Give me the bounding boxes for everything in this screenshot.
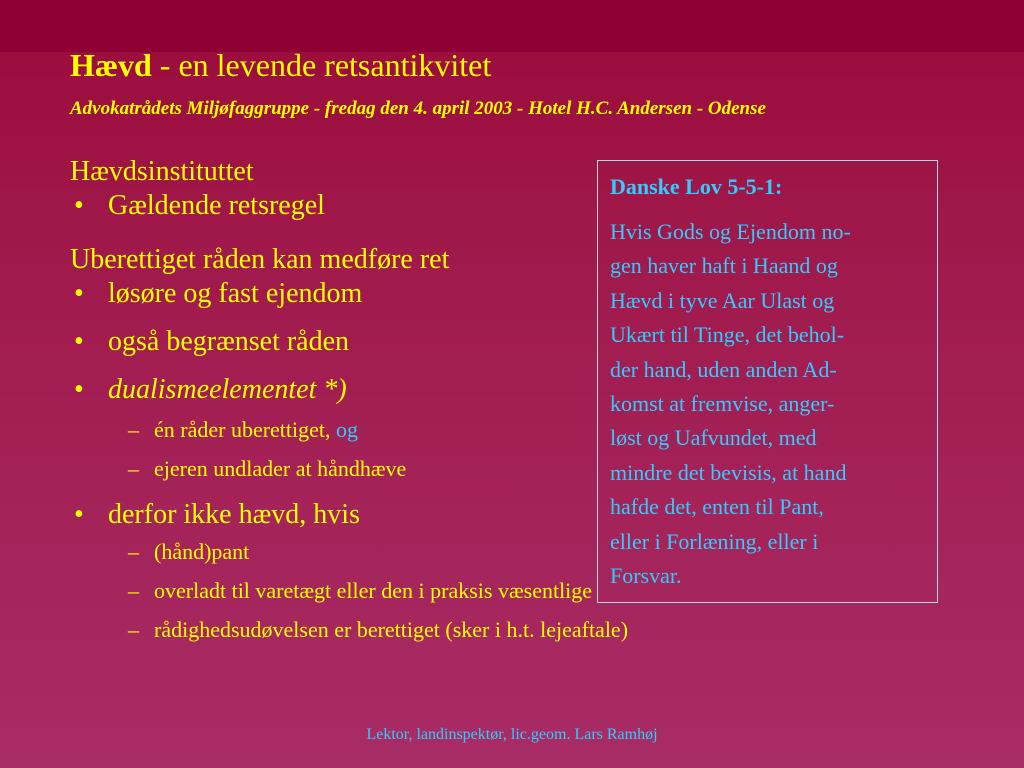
law-quote-box: [597, 160, 938, 603]
sub-bullet-handpant: [70, 537, 610, 567]
bullet-dualismeelementet: [70, 373, 610, 407]
sub-bullet-ejeren: [70, 454, 610, 484]
sub-bullet-overladt: [70, 576, 610, 606]
bullet-marker: •: [74, 499, 84, 530]
sub-bullet-radighed: [70, 615, 629, 645]
sub-bullet-text: én råder uberettiget,: [154, 417, 337, 442]
law-line: eller i Forlæning, eller i: [610, 528, 819, 554]
sub-bullet-text: ejeren undlader at håndhæve: [154, 456, 407, 481]
bullet-text: Gældende retsregel: [108, 190, 325, 221]
law-line: Hvis Gods og Ejendom no-: [610, 219, 851, 244]
law-line: Forsvar.: [610, 563, 682, 589]
bullet-marker: •: [74, 326, 84, 357]
law-quote-title: Danske Lov 5-5-1:: [610, 174, 783, 199]
bullet-derfor-ikke: [70, 498, 610, 532]
bullet-marker: •: [74, 278, 84, 309]
bullet-gaeldende-retsregel: [70, 189, 610, 223]
bullet-text: også begrænset råden: [108, 326, 350, 357]
law-line: løst og Uafvundet, med: [610, 425, 817, 451]
slide-content: [70, 155, 629, 645]
slide-title: [70, 45, 491, 85]
dash-marker: –: [128, 578, 139, 603]
sub-bullet-text: rådighedsudøvelsen er berettiget (sker i h.t. lejeaftale): [154, 617, 629, 642]
law-line: mindre det bevisis, at hand: [610, 459, 847, 485]
slide-subtitle: Advokatrådets Miljøfaggruppe - fredag den 4. april 2003 - Hotel H.C. Andersen - Odense: [70, 98, 766, 119]
sub-bullet-tail: og: [336, 417, 359, 442]
dash-marker: –: [128, 617, 139, 642]
dash-marker: –: [128, 539, 139, 564]
law-quote-text: [610, 215, 927, 593]
bullet-text: løsøre og fast ejendom: [108, 278, 363, 309]
sub-bullet-text: (hånd)pant: [154, 539, 250, 564]
law-line: gen haver haft i Haand og: [610, 253, 838, 279]
sub-bullet-text: overladt til varetægt eller den i praksis væsentlige: [154, 578, 593, 603]
law-line: hafde det, enten til Pant,: [610, 494, 824, 520]
law-line: Ukært til Tinge, det behol-: [610, 322, 845, 348]
section-heading-haevdsinstituttet: Hævdsinstituttet: [70, 156, 254, 187]
law-line: der hand, uden anden Ad-: [610, 356, 837, 382]
bullet-marker: •: [74, 190, 84, 221]
bullet-begraenset: [70, 325, 610, 359]
dash-marker: –: [128, 456, 139, 481]
slide-title-bold: Hævd: [70, 47, 152, 83]
section-heading-uberettiget: Uberettiget råden kan medføre ret: [70, 244, 450, 275]
sub-bullet-en-rader: [70, 415, 610, 445]
slide-title-rest: - en levende retsantikvitet: [151, 47, 492, 83]
bullet-text: derfor ikke hævd, hvis: [108, 499, 360, 530]
bullet-text: dualismeelementet *): [108, 374, 347, 405]
law-line: komst at fremvise, anger-: [610, 391, 835, 417]
slide-footer: Lektor, landinspektør, lic.geom. Lars Ramhøj: [366, 726, 658, 743]
bullet-losore: [70, 277, 610, 311]
law-line: Hævd i tyve Aar Ulast og: [610, 287, 835, 313]
dash-marker: –: [128, 417, 139, 442]
bullet-marker: •: [74, 374, 84, 405]
